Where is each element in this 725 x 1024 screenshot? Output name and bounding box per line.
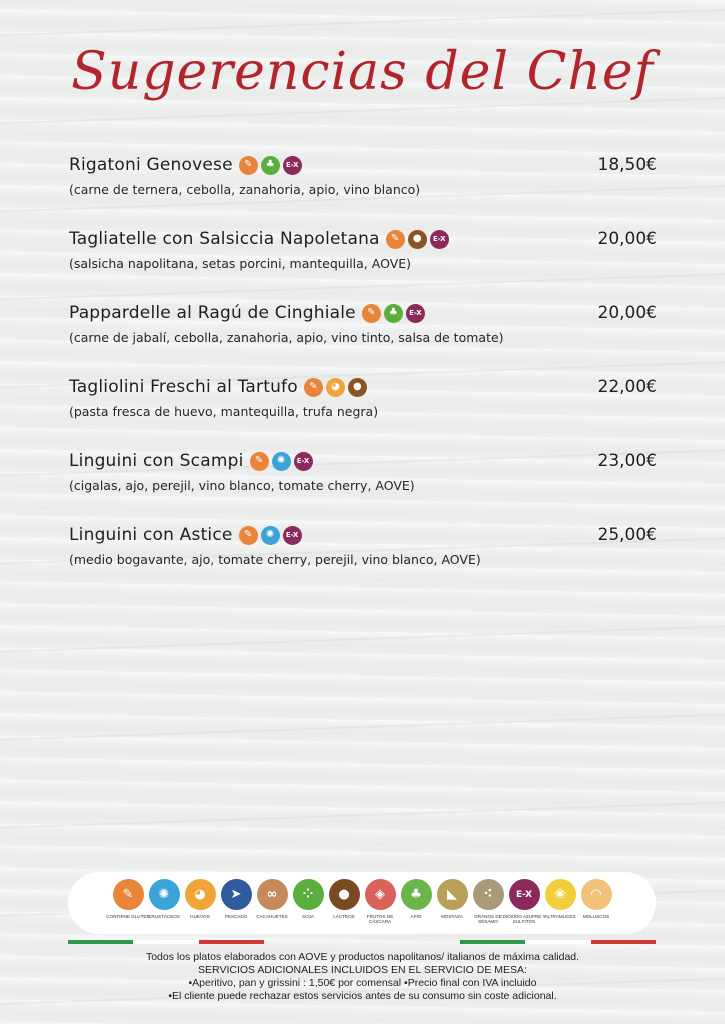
lupin-icon: ❀: [545, 879, 576, 910]
dish-price: 22,00€: [597, 377, 657, 397]
legend-label: DIÓXIDO AZUFRE Y SULFITOS: [502, 914, 546, 925]
legend-label: PESCADO: [224, 914, 248, 919]
flag-red: [199, 940, 264, 944]
sesame-icon: ⁖: [473, 879, 504, 910]
dish-price: 25,00€: [597, 525, 657, 545]
dish-price: 20,00€: [597, 303, 657, 323]
wheat-icon: ✎: [386, 230, 405, 249]
sulphites-icon: E-X: [509, 879, 540, 910]
legend-item: [293, 879, 324, 934]
celery-icon: ♣: [401, 879, 432, 910]
dish-list: [69, 152, 657, 596]
allergen-icons: [304, 378, 367, 397]
legend-label: ALTRAMUCES: [544, 914, 576, 919]
menu-item: [69, 374, 657, 448]
legend-label: MOLUSCOS: [582, 914, 610, 919]
menu-item: [69, 448, 657, 522]
dish-price: 23,00€: [597, 451, 657, 471]
flag-green: [68, 940, 133, 944]
flag-green: [460, 940, 525, 944]
allergen-icons: [386, 230, 449, 249]
footer-line: SERVICIOS ADICIONALES INCLUIDOS EN EL SERVICIO DE MESA:: [198, 964, 527, 976]
legend-item: [106, 879, 150, 934]
legend-label: HUEVOS: [190, 914, 210, 919]
legend-label: APIO: [410, 914, 422, 919]
legend-label: GRANOS DE SÉSAMO: [474, 914, 502, 925]
menu-item-header: [69, 448, 657, 474]
menu-item-header: [69, 522, 657, 548]
footer-line: •El cliente puede rechazar estos servicios antes de su consumo sin coste adicional.: [168, 990, 557, 1002]
footer-line: Todos los platos elaborados con AOVE y productos napolitanos/ italianos de máxima calidad.: [145, 951, 580, 963]
celery-icon: ♣: [384, 304, 403, 323]
legend-label: FRUTOS DE CÁSCARA: [366, 914, 394, 925]
italian-flag-stripe-right: [460, 940, 656, 944]
allergen-icons: [362, 304, 425, 323]
legend-item: [365, 879, 396, 934]
legend-item: [221, 879, 252, 934]
dish-description: (cigalas, ajo, perejil, vino blanco, tomate cherry, AOVE): [69, 478, 415, 493]
menu-item: [69, 226, 657, 300]
legend-item: [329, 879, 360, 934]
legend-item: [185, 879, 216, 934]
italian-flag-stripe-left: [68, 940, 264, 944]
nut-icon: ◈: [365, 879, 396, 910]
page-title: Sugerencias del Chef: [71, 42, 654, 102]
dish-name: Tagliatelle con Salsiccia Napoletana: [69, 229, 380, 249]
legend-item: [149, 879, 180, 934]
legend-label: CRUSTÁCEOS: [148, 914, 180, 919]
milk-icon: ●: [408, 230, 427, 249]
legend-item: [502, 879, 546, 934]
sulphites-icon: E-X: [406, 304, 425, 323]
allergen-icons: [250, 452, 313, 471]
allergen-legend: [68, 872, 656, 934]
flag-red: [591, 940, 656, 944]
milk-icon: ●: [329, 879, 360, 910]
dish-description: (carne de ternera, cebolla, zanahoria, apio, vino blanco): [69, 182, 421, 197]
wheat-icon: ✎: [304, 378, 323, 397]
dish-description: (salsicha napolitana, setas porcini, mantequilla, AOVE): [69, 256, 412, 271]
sulphites-icon: E-X: [294, 452, 313, 471]
soy-icon: ⁘: [293, 879, 324, 910]
legend-item: [545, 879, 576, 934]
wheat-icon: ✎: [239, 526, 258, 545]
dish-price: 20,00€: [597, 229, 657, 249]
sulphites-icon: E-X: [283, 156, 302, 175]
crustaceans-icon: ✺: [261, 526, 280, 545]
wheat-icon: ✎: [239, 156, 258, 175]
crab-icon: ✺: [149, 879, 180, 910]
wheat-icon: ✎: [362, 304, 381, 323]
footer-line: •Aperitivo, pan y grissini : 1,50€ por comensal •Precio final con IVA incluido: [188, 977, 537, 989]
sulphites-icon: E-X: [430, 230, 449, 249]
legend-item: [401, 879, 432, 934]
menu-item-header: [69, 226, 657, 252]
sulphites-icon: E-X: [283, 526, 302, 545]
dish-name: Rigatoni Genovese: [69, 155, 233, 175]
flag-white: [133, 940, 198, 944]
menu-item: [69, 152, 657, 226]
legend-label: SOJA: [302, 914, 314, 919]
flag-white: [525, 940, 590, 944]
menu-item-header: [69, 152, 657, 178]
legend-item: [437, 879, 468, 934]
fish-icon: ➤: [221, 879, 252, 910]
allergen-icons: [239, 526, 302, 545]
mustard-icon: ◣: [437, 879, 468, 910]
milk-icon: ●: [348, 378, 367, 397]
eggs-icon: ◕: [326, 378, 345, 397]
menu-item: [69, 300, 657, 374]
legend-item: [473, 879, 504, 934]
legend-label: LÁCTEOS: [333, 914, 355, 919]
legend-label: CONTIENE GLUTEN: [106, 914, 150, 919]
wheat-icon: ✎: [250, 452, 269, 471]
legend-item: [581, 879, 612, 934]
menu-item-header: [69, 300, 657, 326]
dish-name: Pappardelle al Ragú de Cinghiale: [69, 303, 356, 323]
dish-description: (carne de jabalí, cebolla, zanahoria, apio, vino tinto, salsa de tomate): [69, 330, 504, 345]
dish-description: (medio bogavante, ajo, tomate cherry, perejil, vino blanco, AOVE): [69, 552, 481, 567]
footer-notes: [0, 951, 725, 1003]
dish-name: Tagliolini Freschi al Tartufo: [69, 377, 298, 397]
dish-name: Linguini con Astice: [69, 525, 233, 545]
eggs-icon: ◕: [185, 879, 216, 910]
legend-item: [257, 879, 288, 934]
legend-label: CACAHUETES: [256, 914, 288, 919]
shell-icon: ◠: [581, 879, 612, 910]
dish-name: Linguini con Scampi: [69, 451, 244, 471]
dish-description: (pasta fresca de huevo, mantequilla, trufa negra): [69, 404, 379, 419]
wheat-icon: ✎: [113, 879, 144, 910]
menu-item-header: [69, 374, 657, 400]
dish-price: 18,50€: [597, 155, 657, 175]
legend-label: MOSTAZA: [441, 914, 463, 919]
allergen-icons: [239, 156, 302, 175]
celery-icon: ♣: [261, 156, 280, 175]
peanut-icon: ∞: [257, 879, 288, 910]
crustaceans-icon: ✺: [272, 452, 291, 471]
menu-item: [69, 522, 657, 596]
